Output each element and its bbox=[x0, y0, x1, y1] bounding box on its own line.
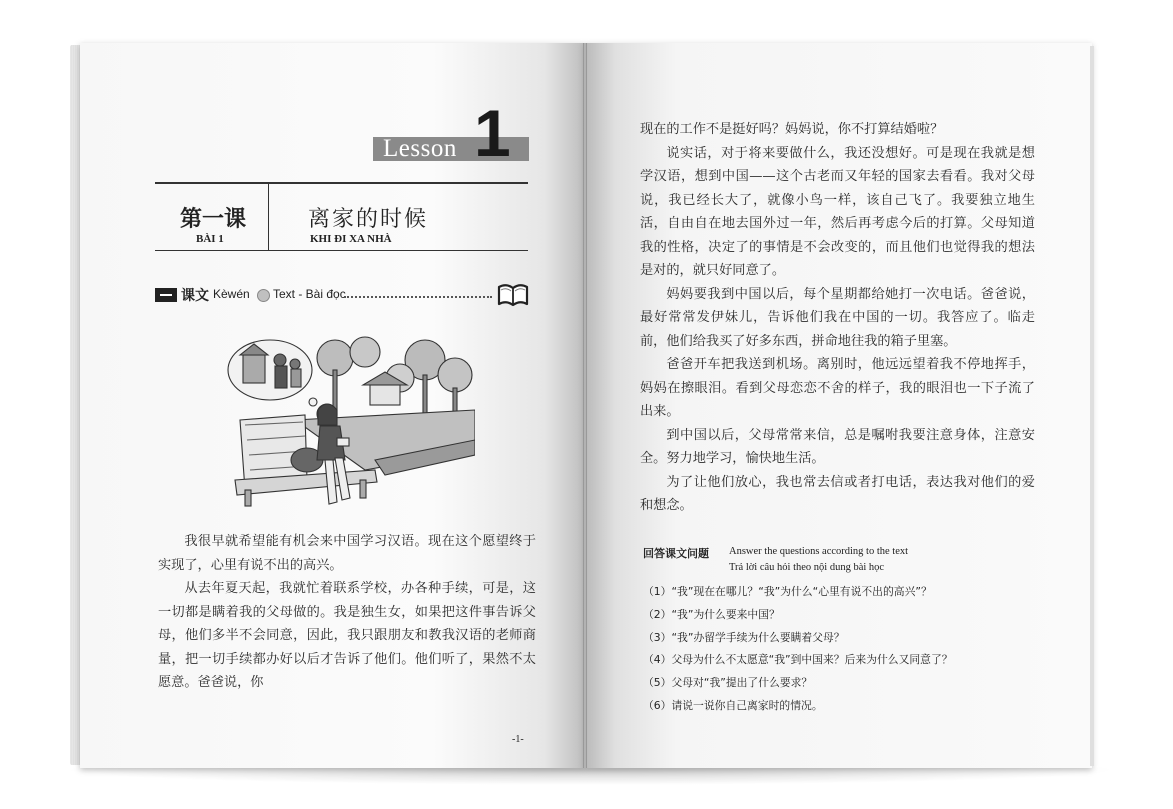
questions-instruction-vn: Trả lời câu hỏi theo nội dung bài học bbox=[729, 562, 885, 573]
cn-lesson-label: 第一课 bbox=[180, 206, 247, 232]
book-spine bbox=[583, 43, 587, 768]
section-cn-label: 课文 bbox=[181, 288, 209, 304]
paragraph: 到中国以后，父母常常来信，总是嘱咐我要注意身体，注意安全。努力地学习，愉快地生活。 bbox=[640, 427, 1035, 466]
paragraph: 从去年夏天起，我就忙着联系学校，办各种手续，可是，这一切都是瞒着我的父母做的。我是独生女，如果把这件事告诉父母，他们多半不会同意，因此，我只跟朋友和教我汉语的老师商量，把一切手续都办好以后才告诉了他们。他们听了，果然不太愿意。爸爸说，你 bbox=[158, 581, 536, 690]
vn-lesson-label: BÀI 1 bbox=[196, 233, 224, 245]
left-page-text bbox=[158, 530, 536, 695]
section-label: Text - Bài đọc bbox=[273, 287, 346, 301]
paragraph: 妈妈要我到中国以后，每个星期都给她打一次电话。爸爸说，最好常常发伊妹儿，告诉他们我在中国的一切。我答应了。临走前，他们给我买了好多东西，拼命地往我的箱子里塞。 bbox=[640, 286, 1035, 349]
section-number-badge bbox=[155, 288, 177, 302]
title-rule-bottom bbox=[155, 250, 528, 251]
question-item: （1）“我”现在在哪儿？“我”为什么“心里有说不出的高兴”？ bbox=[643, 585, 932, 598]
right-page-edges bbox=[1090, 46, 1094, 766]
question-item: （5）父母对“我”提出了什么要求？ bbox=[643, 676, 813, 690]
cn-lesson-title: 离家的时候 bbox=[308, 207, 429, 232]
question-item: （4）父母为什么不太愿意“我”到中国来？后来为什么又同意了？ bbox=[643, 653, 953, 667]
question-item: （3）“我”办留学手续为什么要瞒着父母？ bbox=[643, 630, 845, 644]
lesson-illustration bbox=[225, 330, 475, 508]
paragraph: 为了让他们放心，我也常去信或者打电话，表达我对他们的爱和想念。 bbox=[640, 474, 1035, 513]
questions-heading: 回答课文问题 bbox=[643, 548, 709, 560]
title-rule-top bbox=[155, 182, 528, 184]
lesson-word: Lesson bbox=[383, 135, 457, 162]
paragraph: 现在的工作不是挺好吗？妈妈说，你不打算结婚啦？ bbox=[640, 122, 944, 137]
questions-list bbox=[643, 581, 953, 718]
circle-bullet-icon bbox=[257, 289, 270, 302]
paragraph: 我很早就希望能有机会来中国学习汉语。现在这个愿望终于实现了，心里有说不出的高兴。 bbox=[158, 534, 536, 573]
page-number: -1- bbox=[512, 734, 524, 745]
right-page-text bbox=[640, 118, 1035, 518]
questions-instruction-en: Answer the questions according to the text bbox=[729, 546, 909, 557]
paragraph: 说实话，对于将来要做什么，我还没想好。可是现在我就是想学汉语，想到中国——这个古老而又年轻的国家去看看。我对父母说，我已经长大了，就像小鸟一样，该自己飞了。我要独立地生活，自由自在地去国外过一年，然后再考虑今后的打算。父母知道我的性格，决定了的事情是不会改变的，而且他们也觉得我的想法是对的，就只好同意了。 bbox=[640, 145, 1035, 278]
paragraph: 爸爸开车把我送到机场。离别时，他远远望着我不停地挥手，妈妈在擦眼泪。看到父母恋恋不舍的样子，我的眼泪也一下子流了出来。 bbox=[640, 357, 1035, 419]
book-icon bbox=[497, 281, 529, 307]
lesson-number: 1 bbox=[474, 96, 511, 170]
section-pinyin-label: Kèwén bbox=[213, 287, 250, 301]
question-item: （6）请说一说你自己离家时的情况。 bbox=[643, 698, 823, 712]
vn-lesson-title: KHI ĐI XA NHÀ bbox=[310, 233, 392, 245]
question-item: （2）“我”为什么要来中国？ bbox=[643, 607, 780, 621]
section-dotted-leader bbox=[344, 296, 492, 298]
title-rule-divider bbox=[268, 184, 269, 250]
